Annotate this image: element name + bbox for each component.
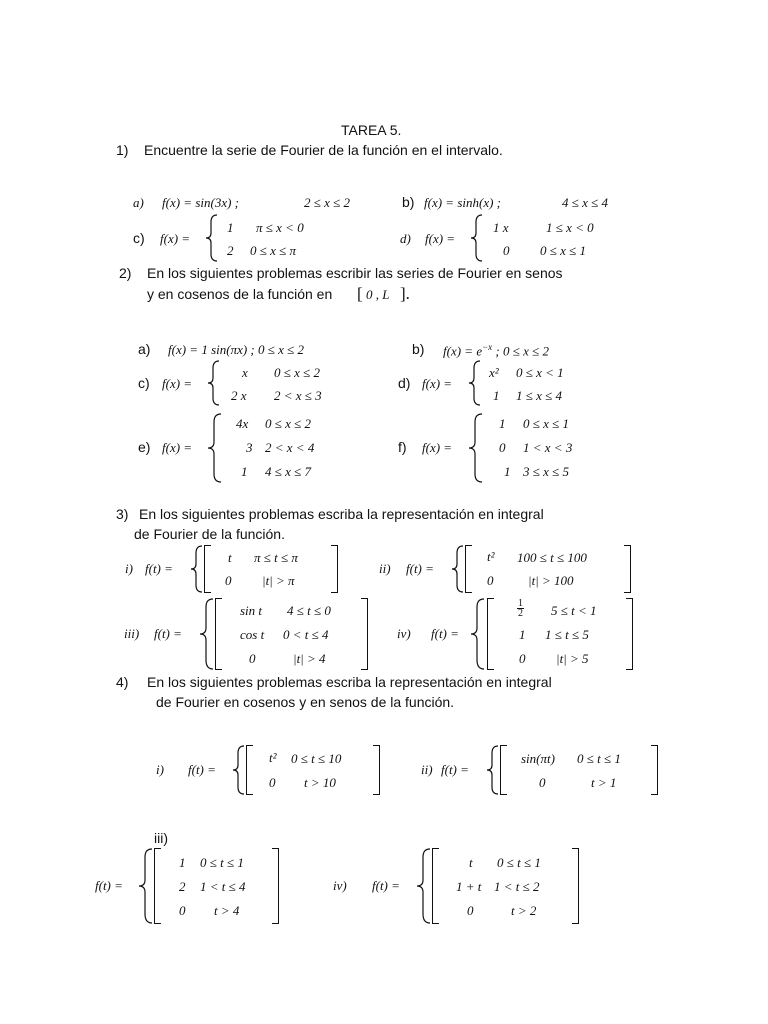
p2-b-expression: $f(x) = e^{-x}$ ; 0 ≤ x ≤ 2 — [443, 342, 550, 359]
problem-3-statement-line2: de Fourier de la función. — [134, 526, 285, 542]
p4-ii-row1-value: sin(πt) — [521, 751, 555, 766]
p4-ii-row1-condition: 0 ≤ t ≤ 1 — [577, 751, 621, 766]
p3-ii-right-bracket — [624, 545, 631, 593]
p2-c-row2-condition: 2 < x ≤ 3 — [274, 388, 322, 403]
p2-f-row2-condition: 1 < x < 3 — [523, 440, 573, 455]
p2-d-brace — [468, 360, 482, 406]
p1-b-label: b) — [402, 194, 415, 210]
p1-c-row1-value: 1 — [227, 220, 234, 235]
p4-iv-brace — [416, 848, 432, 924]
p4-iii-row1-condition: 0 ≤ t ≤ 1 — [200, 855, 244, 870]
p2-interval-left-bracket: [ — [357, 284, 363, 303]
p4-ii-row2-condition: t > 1 — [591, 775, 617, 790]
p3-iii-row3-value: 0 — [249, 651, 256, 666]
p4-iii-row1-value: 1 — [179, 855, 186, 870]
p2-b-label: b) — [412, 341, 425, 357]
p4-iii-row3-value: 0 — [179, 903, 186, 918]
p2-e-row3-value: 1 — [241, 464, 248, 479]
p2-e-row1-condition: 0 ≤ x ≤ 2 — [265, 416, 312, 431]
p4-iv-row2-value: 1 + t — [456, 879, 482, 894]
p1-b-expression: f(x) = sinh(x) ; — [424, 195, 501, 210]
p2-interval: 0 , L — [366, 287, 390, 302]
p2-e-lhs: f(x) = — [162, 440, 193, 455]
p3-i-lhs: f(t) = — [145, 561, 173, 576]
p4-iv-right-bracket — [572, 848, 579, 924]
p3-iii-row1-condition: 4 ≤ t ≤ 0 — [287, 603, 331, 618]
problem-2-statement-line2: y en cosenos de la función en — [147, 286, 333, 302]
p3-iii-lhs: f(t) = — [154, 626, 182, 641]
p3-iv-row3-condition: |t| > 5 — [556, 651, 589, 666]
p3-i-row1-condition: π ≤ t ≤ π — [254, 550, 298, 565]
problem-1-number: 1) — [116, 142, 129, 158]
p4-ii-row2-value: 0 — [539, 775, 546, 790]
p3-iii-brace — [199, 598, 215, 670]
p3-i-right-bracket — [331, 545, 338, 593]
p4-iii-label: iii) — [154, 830, 168, 846]
p2-d-row1-condition: 0 ≤ x < 1 — [516, 365, 564, 380]
p3-i-row2-value: 0 — [225, 573, 232, 588]
p4-iv-left-bracket — [432, 848, 439, 924]
p1-d-row1-condition: 1 ≤ x < 0 — [546, 220, 594, 235]
p2-f-label: f) — [398, 439, 407, 455]
p4-iv-label: iv) — [333, 878, 347, 893]
p4-ii-lhs: f(t) = — [441, 762, 469, 777]
p3-iv-row3-value: 0 — [519, 651, 526, 666]
p2-d-lhs: f(x) = — [422, 376, 453, 391]
p4-ii-right-bracket — [651, 745, 658, 795]
p3-ii-label: ii) — [379, 561, 391, 576]
p2-f-row3-condition: 3 ≤ x ≤ 5 — [523, 464, 570, 479]
p3-i-label: i) — [125, 561, 133, 576]
p3-iii-left-bracket — [215, 598, 222, 670]
p3-iii-row1-value: sin t — [240, 603, 263, 618]
p1-d-lhs: f(x) = — [425, 231, 456, 246]
p3-iii-row3-condition: |t| > 4 — [293, 651, 326, 666]
p2-c-brace — [207, 360, 221, 406]
problem-4-statement-line1: En los siguientes problemas escriba la representación en integral — [147, 674, 552, 690]
p4-iv-row1-condition: 0 ≤ t ≤ 1 — [497, 855, 541, 870]
p3-i-row2-condition: |t| > π — [262, 573, 295, 588]
p4-iv-row1-value: t — [469, 855, 473, 870]
p2-f-row1-condition: 0 ≤ x ≤ 1 — [523, 416, 570, 431]
p3-ii-row1-condition: 100 ≤ t ≤ 100 — [517, 550, 587, 565]
p3-iv-lhs: f(t) = — [431, 626, 459, 641]
p3-iii-right-bracket — [361, 598, 368, 670]
p3-ii-brace — [451, 545, 465, 593]
p4-i-row1-condition: 0 ≤ t ≤ 10 — [291, 751, 342, 766]
problem-4-statement-line2: de Fourier en cosenos y en senos de la función. — [156, 694, 455, 710]
problem-3-number: 3) — [116, 506, 129, 522]
p4-iii-left-bracket — [154, 848, 161, 924]
p3-iv-row1-fraction: $\frac{1}{2}$ — [518, 598, 523, 619]
p3-ii-row2-condition: |t| > 100 — [528, 573, 574, 588]
p3-iii-label: iii) — [124, 626, 140, 641]
p1-d-row2-value: 0 — [503, 243, 510, 258]
p3-iv-row2-condition: 1 ≤ t ≤ 5 — [545, 627, 589, 642]
p3-iii-row2-value: cos t — [240, 627, 265, 642]
p2-f-row1-value: 1 — [499, 416, 506, 431]
p4-iv-row3-condition: t > 2 — [511, 903, 537, 918]
p4-i-brace — [232, 745, 246, 795]
problem-2-number: 2) — [119, 265, 132, 281]
p1-d-brace — [470, 214, 484, 262]
p4-ii-brace — [486, 745, 500, 795]
p4-ii-label: ii) — [421, 762, 433, 777]
p3-iv-brace — [470, 598, 486, 670]
p3-iv-row1-condition: 5 ≤ t < 1 — [551, 603, 597, 618]
p1-c-brace — [205, 214, 219, 262]
p1-d-row2-condition: 0 ≤ x ≤ 1 — [540, 243, 587, 258]
p2-f-brace — [468, 413, 484, 483]
p3-ii-lhs: f(t) = — [406, 561, 434, 576]
p4-iii-right-bracket — [272, 848, 279, 924]
p3-i-left-bracket — [204, 545, 211, 593]
p2-d-label: d) — [398, 375, 411, 391]
p3-iv-right-bracket — [626, 598, 633, 670]
p2-e-label: e) — [138, 439, 151, 455]
p1-a-expression: f(x) = sin(3x) ; — [162, 195, 239, 210]
p3-iv-row2-value: 1 — [519, 627, 526, 642]
p4-i-right-bracket — [373, 745, 380, 795]
p3-iii-row2-condition: 0 < t ≤ 4 — [283, 627, 329, 642]
p4-i-row2-condition: t > 10 — [304, 775, 336, 790]
p2-interval-right-bracket: ]. — [400, 284, 410, 303]
p2-d-row2-condition: 1 ≤ x ≤ 4 — [516, 388, 563, 403]
p4-iv-lhs: f(t) = — [372, 878, 400, 893]
p2-c-row1-value: x — [242, 365, 248, 380]
p2-f-row3-value: 1 — [504, 464, 511, 479]
p2-a-expression: f(x) = 1 sin(πx) ; 0 ≤ x ≤ 2 — [168, 342, 305, 357]
p1-c-row2-condition: 0 ≤ x ≤ π — [250, 243, 297, 258]
p2-e-brace — [207, 413, 223, 483]
p2-c-label: c) — [138, 375, 150, 391]
p2-e-row3-condition: 4 ≤ x ≤ 7 — [265, 464, 312, 479]
p2-d-row2-value: 1 — [493, 388, 500, 403]
p1-c-row2-value: 2 — [227, 243, 234, 258]
p1-c-label: c) — [133, 230, 145, 246]
p2-c-row1-condition: 0 ≤ x ≤ 2 — [274, 365, 321, 380]
p4-i-row1-value: t² — [269, 750, 277, 765]
p4-i-label: i) — [156, 762, 164, 777]
p1-d-row1-value: 1 x — [493, 220, 509, 235]
problem-3-statement-line1: En los siguientes problemas escriba la representación en integral — [139, 506, 544, 522]
p4-iv-row3-value: 0 — [467, 903, 474, 918]
p1-d-label: d) — [400, 231, 411, 246]
p4-iii-row2-condition: 1 < t ≤ 4 — [200, 879, 246, 894]
p2-d-row1-value: x² — [489, 365, 499, 380]
p4-iii-row3-condition: t > 4 — [214, 903, 240, 918]
p1-c-lhs: f(x) = — [160, 231, 191, 246]
p3-i-row1-value: t — [228, 550, 232, 565]
p4-ii-left-bracket — [500, 745, 507, 795]
problem-1-statement: Encuentre la serie de Fourier de la función en el intervalo. — [144, 142, 503, 158]
p3-ii-left-bracket — [465, 545, 472, 593]
p1-a-label: a) — [133, 195, 144, 210]
p4-i-left-bracket — [246, 745, 253, 795]
p4-iii-row2-value: 2 — [179, 879, 186, 894]
p1-b-range: 4 ≤ x ≤ 4 — [562, 195, 609, 210]
p2-c-row2-value: 2 x — [231, 388, 247, 403]
p2-f-lhs: f(x) = — [422, 440, 453, 455]
p2-a-label: a) — [138, 341, 151, 357]
p4-iii-lhs: f(t) = — [95, 878, 123, 893]
p1-a-range: 2 ≤ x ≤ 2 — [304, 195, 351, 210]
p4-iv-row2-condition: 1 < t ≤ 2 — [494, 879, 540, 894]
p2-c-lhs: f(x) = — [162, 376, 193, 391]
p4-iii-brace — [138, 848, 154, 924]
p2-e-row2-condition: 2 < x < 4 — [265, 440, 315, 455]
p4-i-lhs: f(t) = — [188, 762, 216, 777]
p3-iv-label: iv) — [397, 626, 411, 641]
p2-f-row2-value: 0 — [499, 440, 506, 455]
p1-c-row1-condition: π ≤ x < 0 — [256, 220, 304, 235]
p4-i-row2-value: 0 — [269, 775, 276, 790]
p3-ii-row2-value: 0 — [487, 573, 494, 588]
p2-e-row2-value: 3 — [246, 440, 253, 455]
problem-2-statement-line1: En los siguientes problemas escribir las series de Fourier en senos — [147, 265, 563, 281]
p2-e-row1-value: 4x — [236, 416, 249, 431]
page-title: TAREA 5. — [341, 122, 402, 138]
p3-ii-row1-value: t² — [487, 549, 495, 564]
p3-iv-left-bracket — [487, 598, 494, 670]
problem-4-number: 4) — [116, 674, 129, 690]
p3-i-brace — [190, 545, 204, 593]
